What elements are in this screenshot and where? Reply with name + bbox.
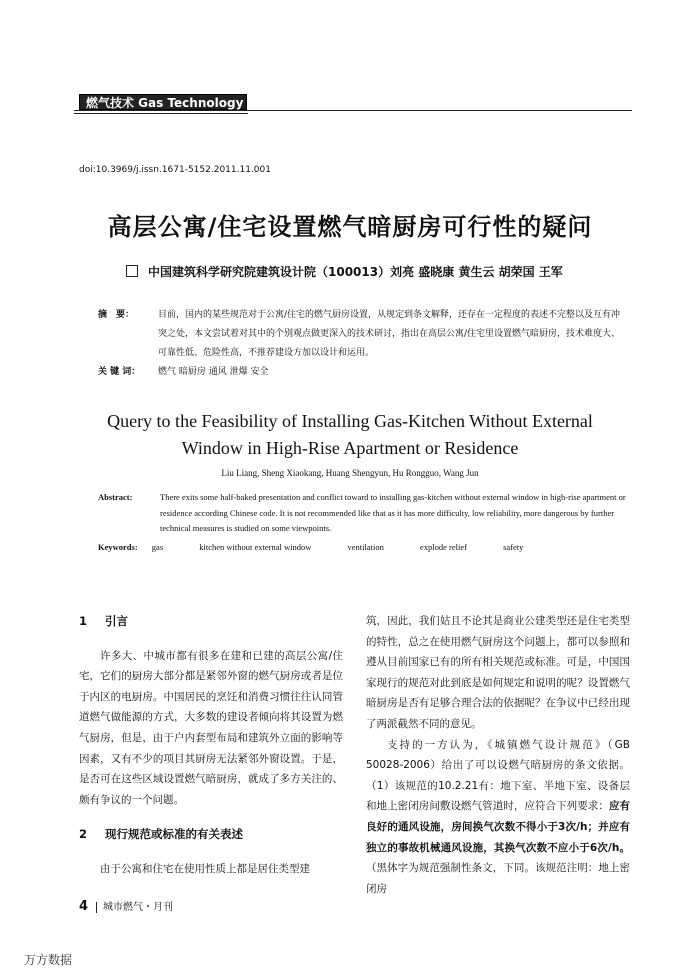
page-number: 4 — [79, 899, 89, 914]
section-2-heading — [79, 824, 343, 845]
title-en-line1: Query to the Feasibility of Installing Gas-Kitchen Without External — [107, 411, 593, 431]
authors-en: Liu Liang, Sheng Xiaokang, Huang Shengyun, Hu Rongguo, Wang Jun — [221, 468, 479, 478]
header-rule-secondary — [74, 113, 248, 114]
right-paragraph-2-text: 支持的一方认为，《城镇燃气设计规范》（GB 50028-2006）给出了可以设燃气暗厨房的条文依据。（1）该规范的10.2.21有：地下室、半地下室、设备层和地上密闭房间敷设燃气管道时，应符合下列要求： — [366, 738, 630, 813]
left-column — [79, 611, 343, 880]
doi: doi:10.3969/j.issn.1671-5152.2011.11.001 — [79, 165, 271, 175]
journal-name: 城市燃气・月刊 — [96, 902, 173, 913]
section-header-badge: 燃气技术 Gas Technology — [79, 94, 247, 110]
abstract-en-label: Abstract: — [98, 492, 133, 502]
section-1-heading — [79, 611, 343, 632]
section-1-title: 引言 — [105, 614, 128, 628]
authors-cn — [126, 263, 563, 280]
authors-cn-text: 中国建筑科学研究院建筑设计院（100013）刘亮 盛晓康 黄生云 胡荣国 王军 — [148, 265, 563, 279]
right-paragraph-2 — [366, 735, 630, 900]
abstract-cn — [98, 306, 626, 382]
keyword: kitchen without external window — [199, 542, 312, 552]
right-paragraph-2-bold: 应有良好的通风设施，房间换气次数不得小于3次/h；并应有独立的事故机械通风设施，其换气次数不应小于6次/h。 — [366, 800, 630, 854]
keywords-cn-label: 关 键 词： — [98, 367, 141, 377]
section-2-paragraph: 由于公寓和住宅在使用性质上都是居住类型建 — [100, 862, 310, 875]
section-1-paragraph: 许多大、中城市都有很多在建和已建的高层公寓/住宅，它们的厨房大部分都是紧邻外窗的燃气厨房或者是位于内区的电厨房。中国居民的烹饪和消费习惯往往认同管道燃气做能源的方式，大多数的建设者倾向将其设置为燃气厨房，但是，由于户内套型布局和建筑外立面的影响等因素，又有不少的项目其厨房无法紧邻外窗设置。于是，是否可在这些区域设置燃气暗厨房，就成了多方关注的、颇有争议的一个问题。 — [79, 649, 343, 806]
section-2-title: 现行规范或标准的有关表述 — [105, 827, 243, 842]
title-cn: 高层公寓/住宅设置燃气暗厨房可行性的疑问 — [107, 213, 593, 241]
abstract-cn-label: 摘 要： — [98, 310, 135, 320]
abstract-en — [98, 490, 628, 537]
keyword: gas — [151, 542, 164, 552]
section-2-number: 2 — [79, 827, 88, 842]
keywords-cn-text: 燃气 暗厨房 通风 泄爆 安全 — [158, 367, 269, 377]
keyword: safety — [503, 542, 524, 552]
square-marker-icon — [126, 265, 138, 277]
page-footer — [79, 898, 173, 914]
right-paragraph-2-tail: （黑体字为规范强制性条文，下同。该规范注明：地上密闭房 — [366, 862, 630, 895]
keyword: ventilation — [347, 542, 384, 552]
right-paragraph-1: 筑，因此，我们姑且不论其是商业公建类型还是住宅类型的特性，总之在使用燃气厨房这个问题上，都可以参照和遵从目前国家已有的所有相关规范或标准。可是，中国国家现行的规范对此到底是如何规定和说明的呢？设置燃气暗厨房是否有足够合理合法的依据呢？在争议中已经出现了两派截然不同的意见。 — [366, 615, 630, 730]
title-en-line2: Window in High-Rise Apartment or Residence — [181, 438, 519, 458]
watermark: 万方数据 — [24, 953, 73, 967]
keywords-en-label: Keywords: — [98, 542, 138, 552]
right-column — [366, 611, 630, 899]
keywords-en — [98, 542, 557, 552]
abstract-en-text: There exits some half-baked presentation and conflict toward to installing gas-kitchen without external window in high-rise apartment or residence according Chinese code. It is not recommended like that as it has more difficulty, low reliability, more dangerous by further technical measures is studied on some viewpoints. — [160, 492, 626, 533]
abstract-cn-text: 目前，国内的某些规范对于公寓/住宅的燃气厨房设置，从规定到条文解释，还存在一定程度的表述不完整以及互有冲突之处，本文尝试着对其中的个别观点做更深入的技术研讨，指出在高层公寓/住宅里设置燃气暗厨房，技术难度大、可靠性低、危险性高，不推荐建设方加以设计和运用。 — [158, 310, 621, 358]
header-rule — [74, 110, 632, 111]
keyword: explode relief — [420, 542, 467, 552]
section-1-number: 1 — [79, 614, 88, 628]
title-en — [0, 408, 700, 462]
